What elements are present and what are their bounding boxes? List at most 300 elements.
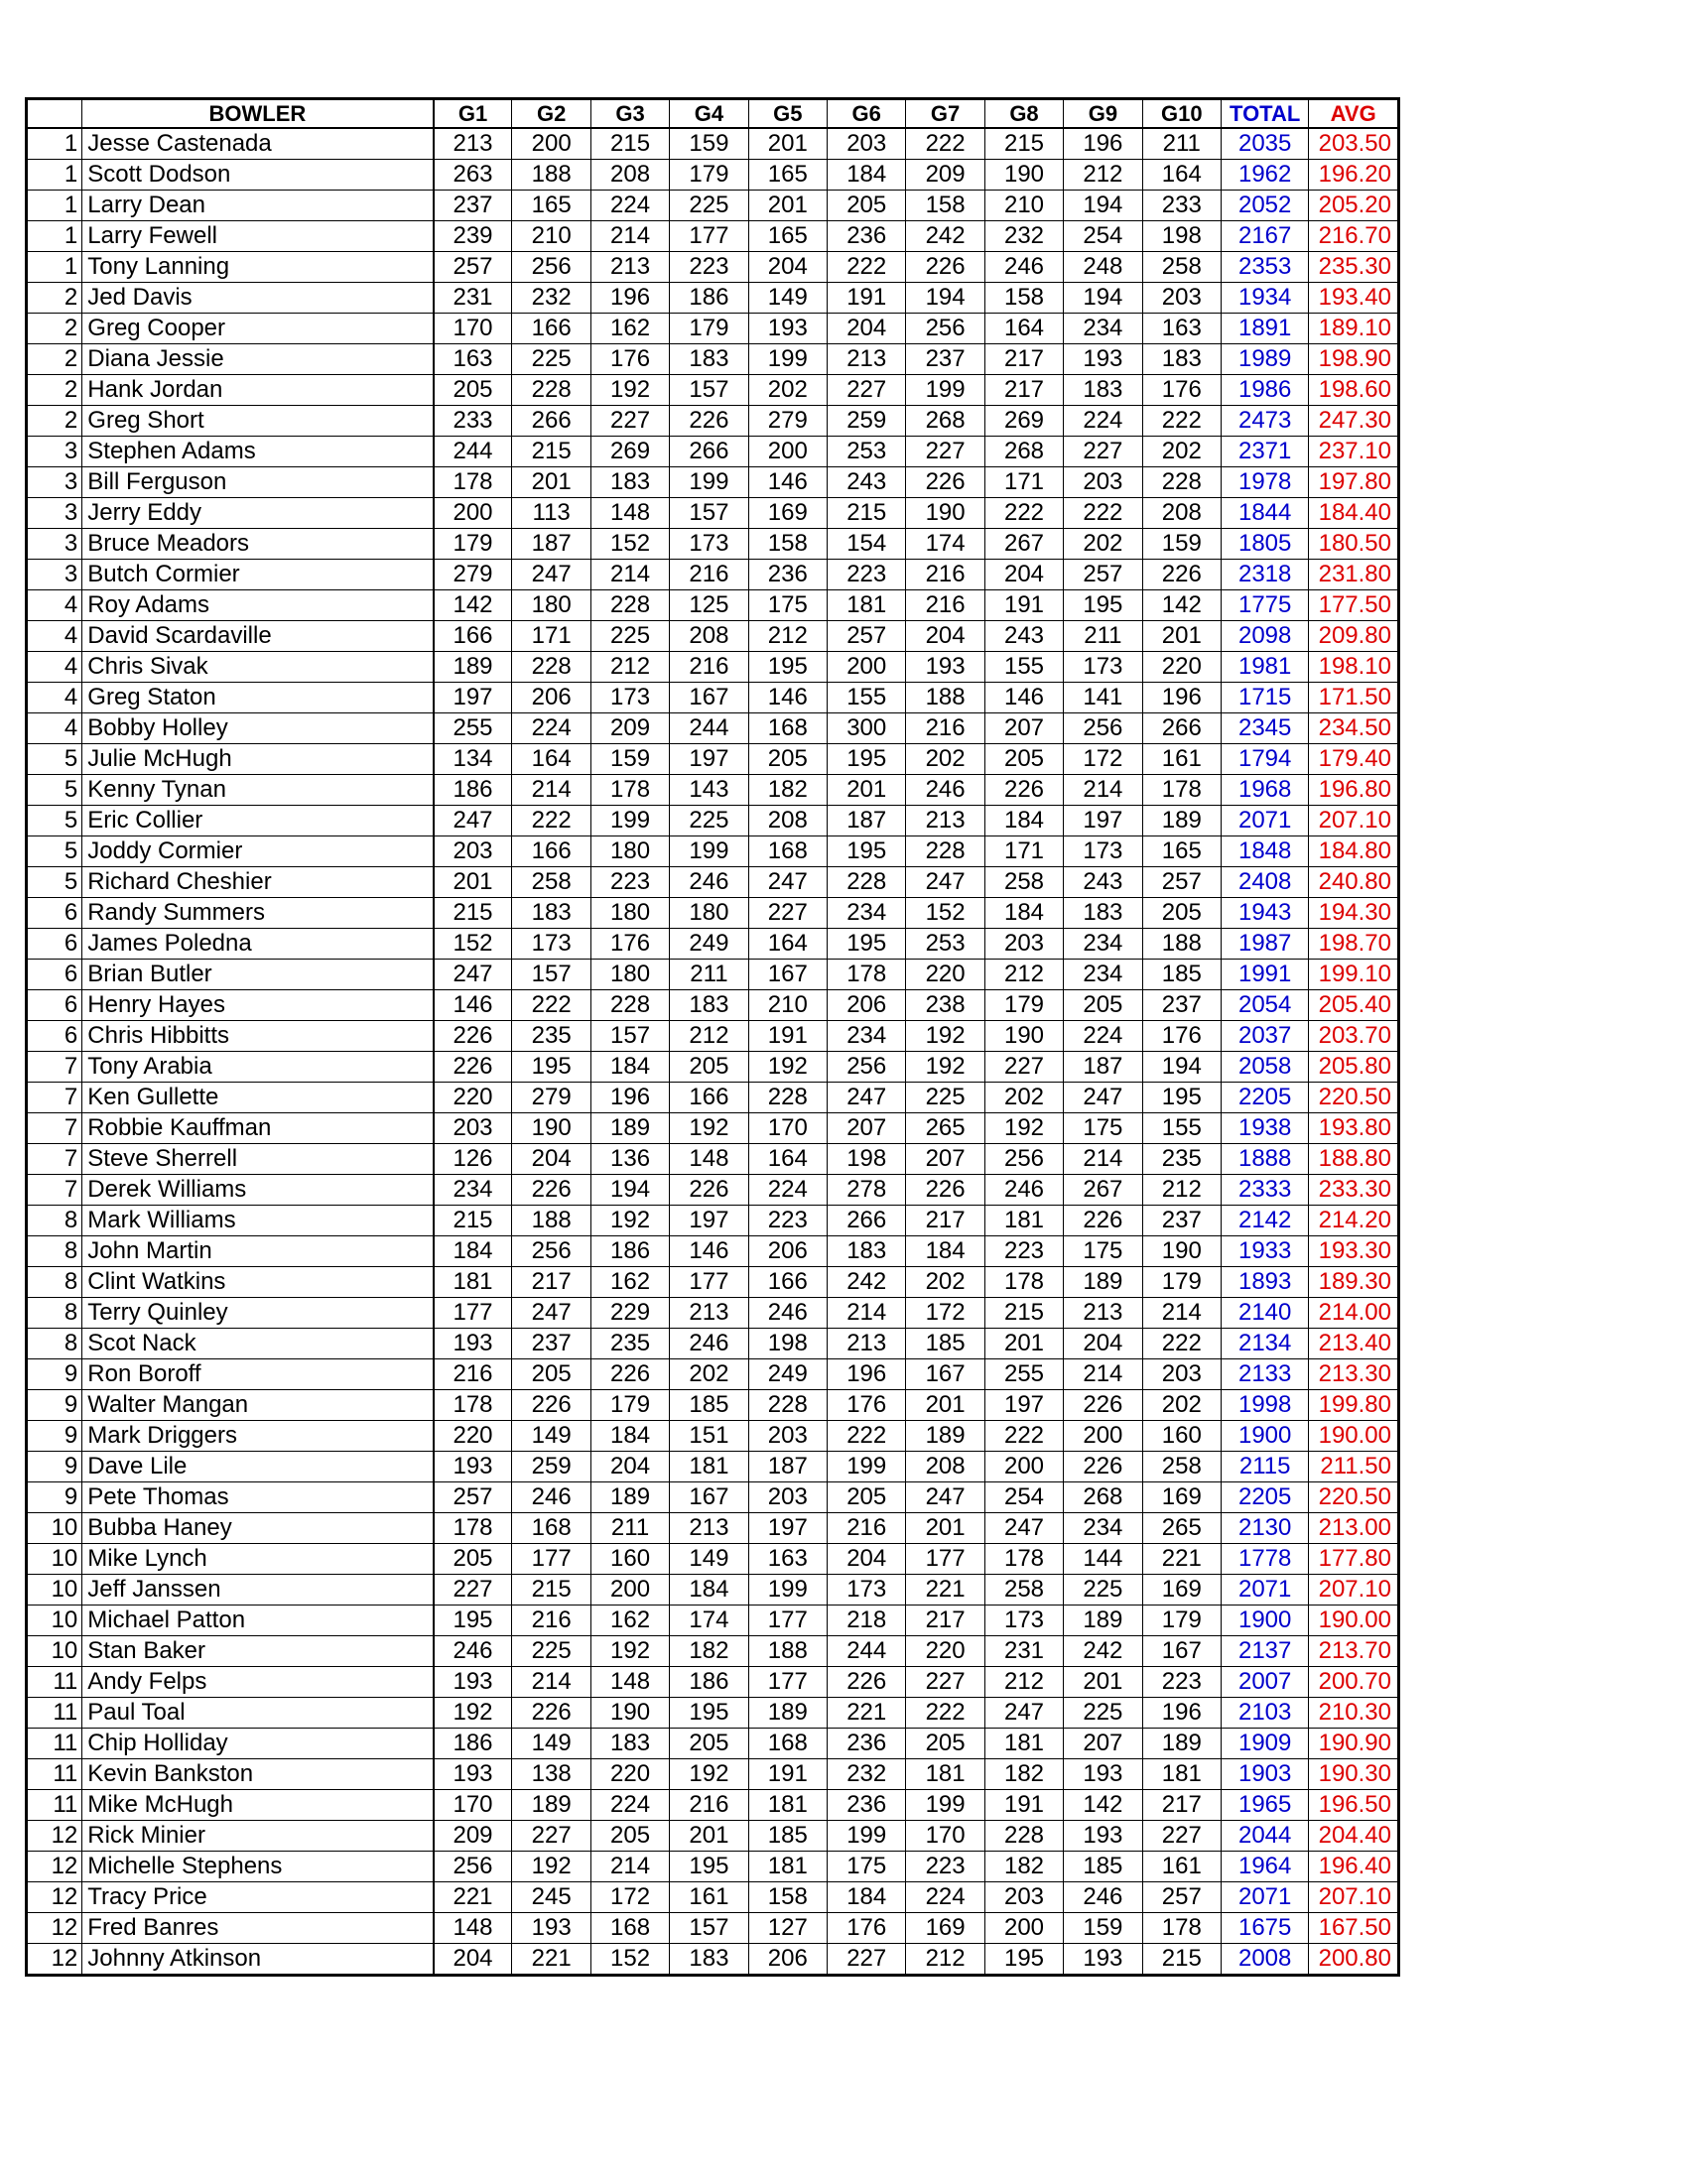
game-score: 204 (1064, 1329, 1142, 1359)
game-score: 181 (748, 1790, 827, 1821)
game-score: 193 (1064, 344, 1142, 375)
game-score: 189 (1064, 1606, 1142, 1636)
game-score: 234 (1064, 960, 1142, 990)
game-score: 257 (1142, 1882, 1221, 1913)
table-row (27, 1482, 1399, 1513)
game-score: 227 (1064, 437, 1142, 467)
total-score: 1903 (1221, 1759, 1308, 1790)
game-score: 195 (748, 652, 827, 683)
bowler-name: Mark Driggers (82, 1421, 434, 1452)
average-score: 205.40 (1309, 990, 1399, 1021)
game-score: 244 (828, 1636, 906, 1667)
average-score: 247.30 (1309, 406, 1399, 437)
game-score: 206 (748, 1236, 827, 1267)
game-score: 181 (984, 1206, 1063, 1236)
average-score: 211.50 (1309, 1452, 1399, 1482)
game-score: 200 (984, 1452, 1063, 1482)
flight-number: 5 (27, 775, 82, 806)
game-score: 223 (906, 1852, 984, 1882)
average-score: 200.70 (1309, 1667, 1399, 1698)
game-score: 243 (828, 467, 906, 498)
game-score: 208 (590, 160, 669, 191)
game-score: 177 (670, 1267, 748, 1298)
game-score: 182 (984, 1759, 1063, 1790)
game-score: 161 (1142, 744, 1221, 775)
game-score: 146 (670, 1236, 748, 1267)
flight-number: 3 (27, 529, 82, 560)
flight-number: 9 (27, 1482, 82, 1513)
game-score: 201 (828, 775, 906, 806)
game-score: 202 (748, 375, 827, 406)
game-score: 180 (590, 836, 669, 867)
total-score: 2134 (1221, 1329, 1308, 1359)
game-score: 193 (434, 1452, 512, 1482)
game-header: G1 (434, 99, 512, 129)
game-score: 227 (434, 1575, 512, 1606)
average-score: 240.80 (1309, 867, 1399, 898)
game-score: 179 (670, 160, 748, 191)
game-score: 224 (1064, 406, 1142, 437)
game-score: 227 (512, 1821, 590, 1852)
game-score: 222 (1064, 498, 1142, 529)
game-score: 184 (590, 1421, 669, 1452)
game-score: 266 (828, 1206, 906, 1236)
game-score: 168 (590, 1913, 669, 1944)
game-score: 182 (984, 1852, 1063, 1882)
table-row (27, 744, 1399, 775)
game-header: G6 (828, 99, 906, 129)
game-header: G5 (748, 99, 827, 129)
game-score: 127 (748, 1913, 827, 1944)
bowler-name: Roy Adams (82, 590, 434, 621)
game-score: 175 (748, 590, 827, 621)
total-score: 2371 (1221, 437, 1308, 467)
game-score: 248 (1064, 252, 1142, 283)
game-score: 146 (434, 990, 512, 1021)
game-score: 203 (984, 929, 1063, 960)
game-score: 188 (1142, 929, 1221, 960)
table-row (27, 1667, 1399, 1698)
average-score: 231.80 (1309, 560, 1399, 590)
game-score: 247 (984, 1513, 1063, 1544)
game-score: 223 (590, 867, 669, 898)
table-row (27, 1267, 1399, 1298)
game-score: 256 (512, 1236, 590, 1267)
game-score: 196 (1142, 683, 1221, 713)
game-score: 184 (984, 806, 1063, 836)
flight-number: 9 (27, 1421, 82, 1452)
flight-number: 1 (27, 221, 82, 252)
game-score: 202 (984, 1083, 1063, 1113)
game-score: 235 (512, 1021, 590, 1052)
game-score: 214 (590, 221, 669, 252)
game-score: 165 (748, 221, 827, 252)
game-score: 167 (670, 683, 748, 713)
game-score: 253 (906, 929, 984, 960)
bowler-name: Terry Quinley (82, 1298, 434, 1329)
game-score: 196 (590, 283, 669, 314)
total-score: 2408 (1221, 867, 1308, 898)
game-score: 207 (984, 713, 1063, 744)
game-score: 217 (906, 1206, 984, 1236)
game-score: 203 (434, 1113, 512, 1144)
game-score: 194 (1142, 1052, 1221, 1083)
game-score: 206 (512, 683, 590, 713)
game-score: 256 (906, 314, 984, 344)
game-score: 215 (984, 128, 1063, 160)
game-score: 212 (590, 652, 669, 683)
total-score: 1675 (1221, 1913, 1308, 1944)
game-score: 244 (434, 437, 512, 467)
game-score: 205 (906, 1729, 984, 1759)
bowler-name: Scot Nack (82, 1329, 434, 1359)
game-score: 247 (906, 867, 984, 898)
table-row (27, 221, 1399, 252)
bowler-name: Andy Felps (82, 1667, 434, 1698)
game-score: 158 (984, 283, 1063, 314)
game-score: 161 (670, 1882, 748, 1913)
average-score: 193.30 (1309, 1236, 1399, 1267)
game-header: G7 (906, 99, 984, 129)
total-score: 2333 (1221, 1175, 1308, 1206)
total-score: 2353 (1221, 252, 1308, 283)
game-score: 225 (670, 806, 748, 836)
game-score: 146 (984, 683, 1063, 713)
game-score: 177 (512, 1544, 590, 1575)
flight-number: 9 (27, 1359, 82, 1390)
game-score: 246 (984, 1175, 1063, 1206)
game-score: 226 (1142, 560, 1221, 590)
game-score: 268 (906, 406, 984, 437)
bowler-name: Tracy Price (82, 1882, 434, 1913)
game-score: 197 (434, 683, 512, 713)
game-score: 212 (984, 960, 1063, 990)
table-row (27, 191, 1399, 221)
game-score: 256 (828, 1052, 906, 1083)
game-score: 195 (828, 929, 906, 960)
game-score: 173 (512, 929, 590, 960)
game-score: 258 (984, 867, 1063, 898)
game-score: 207 (906, 1144, 984, 1175)
game-score: 186 (434, 1729, 512, 1759)
game-score: 206 (748, 1944, 827, 1976)
table-row (27, 1175, 1399, 1206)
game-score: 225 (512, 1636, 590, 1667)
game-score: 220 (1142, 652, 1221, 683)
game-score: 243 (984, 621, 1063, 652)
flight-number: 8 (27, 1329, 82, 1359)
game-score: 177 (748, 1667, 827, 1698)
game-score: 214 (512, 775, 590, 806)
bowler-name: Jed Davis (82, 283, 434, 314)
game-score: 239 (434, 221, 512, 252)
total-score: 2037 (1221, 1021, 1308, 1052)
game-score: 154 (828, 529, 906, 560)
game-score: 216 (512, 1606, 590, 1636)
game-score: 186 (590, 1236, 669, 1267)
game-score: 192 (590, 375, 669, 406)
total-score: 1934 (1221, 283, 1308, 314)
flight-number: 4 (27, 652, 82, 683)
game-score: 226 (434, 1052, 512, 1083)
table-row (27, 1421, 1399, 1452)
average-score: 234.50 (1309, 713, 1399, 744)
game-score: 215 (1142, 1944, 1221, 1976)
game-score: 195 (1064, 590, 1142, 621)
average-score: 171.50 (1309, 683, 1399, 713)
bowler-name: Bruce Meadors (82, 529, 434, 560)
game-score: 279 (748, 406, 827, 437)
game-score: 173 (1064, 652, 1142, 683)
game-score: 187 (512, 529, 590, 560)
game-score: 184 (434, 1236, 512, 1267)
game-score: 213 (670, 1298, 748, 1329)
game-score: 173 (670, 529, 748, 560)
game-score: 225 (1064, 1575, 1142, 1606)
game-score: 183 (670, 1944, 748, 1976)
game-header: G9 (1064, 99, 1142, 129)
game-score: 149 (512, 1421, 590, 1452)
table-row (27, 990, 1399, 1021)
table-row (27, 713, 1399, 744)
game-score: 223 (748, 1206, 827, 1236)
table-row (27, 1236, 1399, 1267)
total-score: 1943 (1221, 898, 1308, 929)
game-score: 194 (1064, 191, 1142, 221)
game-score: 215 (512, 1575, 590, 1606)
bowler-name: Joddy Cormier (82, 836, 434, 867)
game-score: 205 (828, 191, 906, 221)
game-score: 175 (1064, 1113, 1142, 1144)
total-score: 1933 (1221, 1236, 1308, 1267)
game-score: 234 (434, 1175, 512, 1206)
game-score: 143 (670, 775, 748, 806)
game-score: 173 (590, 683, 669, 713)
game-score: 225 (670, 191, 748, 221)
bowler-name: Eric Collier (82, 806, 434, 836)
game-score: 202 (906, 744, 984, 775)
table-row (27, 1298, 1399, 1329)
game-score: 259 (512, 1452, 590, 1482)
game-score: 196 (1064, 128, 1142, 160)
flight-number: 3 (27, 437, 82, 467)
game-score: 174 (906, 529, 984, 560)
game-score: 125 (670, 590, 748, 621)
flight-number: 11 (27, 1759, 82, 1790)
total-score: 1989 (1221, 344, 1308, 375)
average-score: 204.40 (1309, 1821, 1399, 1852)
game-score: 247 (748, 867, 827, 898)
game-score: 190 (590, 1698, 669, 1729)
total-score: 1938 (1221, 1113, 1308, 1144)
average-score: 214.00 (1309, 1298, 1399, 1329)
game-score: 214 (512, 1667, 590, 1698)
game-score: 134 (434, 744, 512, 775)
game-score: 164 (748, 1144, 827, 1175)
game-score: 226 (828, 1667, 906, 1698)
table-row (27, 775, 1399, 806)
bowler-name: Bubba Haney (82, 1513, 434, 1544)
game-score: 189 (1142, 1729, 1221, 1759)
table-row (27, 898, 1399, 929)
game-score: 224 (748, 1175, 827, 1206)
table-row (27, 806, 1399, 836)
game-score: 226 (590, 1359, 669, 1390)
game-score: 179 (984, 990, 1063, 1021)
game-score: 247 (434, 806, 512, 836)
game-score: 146 (748, 467, 827, 498)
game-score: 166 (434, 621, 512, 652)
game-score: 167 (906, 1359, 984, 1390)
game-score: 159 (1142, 529, 1221, 560)
game-score: 178 (434, 1513, 512, 1544)
table-row (27, 960, 1399, 990)
game-score: 167 (748, 960, 827, 990)
total-score: 2318 (1221, 560, 1308, 590)
game-header: G2 (512, 99, 590, 129)
game-score: 176 (590, 929, 669, 960)
game-score: 216 (670, 560, 748, 590)
table-row (27, 929, 1399, 960)
game-score: 151 (670, 1421, 748, 1452)
game-score: 158 (748, 529, 827, 560)
game-score: 181 (906, 1759, 984, 1790)
game-score: 226 (906, 1175, 984, 1206)
game-score: 199 (670, 467, 748, 498)
total-score: 1981 (1221, 652, 1308, 683)
table-row (27, 344, 1399, 375)
table-row (27, 683, 1399, 713)
game-score: 152 (906, 898, 984, 929)
game-score: 171 (984, 467, 1063, 498)
flight-number: 2 (27, 283, 82, 314)
game-score: 202 (670, 1359, 748, 1390)
game-score: 222 (828, 1421, 906, 1452)
game-score: 183 (1064, 375, 1142, 406)
game-score: 228 (828, 867, 906, 898)
game-score: 202 (1142, 437, 1221, 467)
game-score: 209 (906, 160, 984, 191)
game-score: 243 (1064, 867, 1142, 898)
game-score: 213 (434, 128, 512, 160)
game-score: 168 (512, 1513, 590, 1544)
game-score: 231 (434, 283, 512, 314)
game-score: 162 (590, 314, 669, 344)
table-row (27, 1790, 1399, 1821)
game-score: 168 (748, 713, 827, 744)
game-score: 227 (984, 1052, 1063, 1083)
game-score: 189 (748, 1698, 827, 1729)
game-score: 172 (590, 1882, 669, 1913)
game-score: 202 (1064, 529, 1142, 560)
total-score: 1844 (1221, 498, 1308, 529)
game-score: 180 (590, 898, 669, 929)
flight-number: 11 (27, 1790, 82, 1821)
flight-number: 7 (27, 1175, 82, 1206)
total-score: 1998 (1221, 1390, 1308, 1421)
flight-number: 10 (27, 1544, 82, 1575)
game-score: 226 (1064, 1206, 1142, 1236)
game-score: 226 (512, 1390, 590, 1421)
game-score: 192 (590, 1206, 669, 1236)
game-score: 172 (1064, 744, 1142, 775)
table-row (27, 252, 1399, 283)
game-score: 164 (984, 314, 1063, 344)
game-score: 205 (984, 744, 1063, 775)
game-score: 113 (512, 498, 590, 529)
table-row (27, 1113, 1399, 1144)
game-score: 178 (1142, 1913, 1221, 1944)
flight-number: 12 (27, 1852, 82, 1882)
bowler-name: Henry Hayes (82, 990, 434, 1021)
game-score: 258 (1142, 1452, 1221, 1482)
flight-number: 1 (27, 191, 82, 221)
game-score: 211 (1142, 128, 1221, 160)
total-score: 2130 (1221, 1513, 1308, 1544)
game-score: 245 (512, 1882, 590, 1913)
game-score: 201 (1064, 1667, 1142, 1698)
table-row (27, 1452, 1399, 1482)
game-score: 221 (828, 1698, 906, 1729)
game-score: 159 (670, 128, 748, 160)
game-score: 215 (434, 1206, 512, 1236)
game-score: 210 (748, 990, 827, 1021)
total-score: 1891 (1221, 314, 1308, 344)
game-score: 226 (906, 467, 984, 498)
table-row (27, 1852, 1399, 1882)
game-score: 205 (434, 375, 512, 406)
flight-number: 11 (27, 1667, 82, 1698)
average-score: 207.10 (1309, 1882, 1399, 1913)
game-score: 193 (1064, 1759, 1142, 1790)
game-score: 173 (1064, 836, 1142, 867)
game-score: 192 (512, 1852, 590, 1882)
game-score: 170 (434, 1790, 512, 1821)
game-score: 259 (828, 406, 906, 437)
game-score: 183 (828, 1236, 906, 1267)
table-row (27, 1052, 1399, 1083)
bowling-scores-table (25, 97, 1400, 1977)
game-score: 300 (828, 713, 906, 744)
game-score: 165 (1142, 836, 1221, 867)
game-score: 204 (828, 1544, 906, 1575)
game-score: 200 (590, 1575, 669, 1606)
game-score: 257 (434, 252, 512, 283)
total-score: 2167 (1221, 221, 1308, 252)
game-score: 220 (434, 1083, 512, 1113)
game-score: 180 (670, 898, 748, 929)
game-score: 201 (512, 467, 590, 498)
flight-number: 10 (27, 1575, 82, 1606)
game-score: 225 (906, 1083, 984, 1113)
game-score: 189 (512, 1790, 590, 1821)
game-score: 256 (1064, 713, 1142, 744)
game-score: 222 (906, 128, 984, 160)
bowler-name: Julie McHugh (82, 744, 434, 775)
game-score: 229 (590, 1298, 669, 1329)
flight-number: 3 (27, 560, 82, 590)
game-score: 188 (512, 1206, 590, 1236)
flight-number: 7 (27, 1113, 82, 1144)
average-score: 214.20 (1309, 1206, 1399, 1236)
game-score: 222 (1142, 1329, 1221, 1359)
game-score: 177 (434, 1298, 512, 1329)
game-score: 197 (748, 1513, 827, 1544)
average-score: 216.70 (1309, 221, 1399, 252)
game-score: 246 (1064, 1882, 1142, 1913)
game-score: 208 (670, 621, 748, 652)
game-score: 136 (590, 1144, 669, 1175)
